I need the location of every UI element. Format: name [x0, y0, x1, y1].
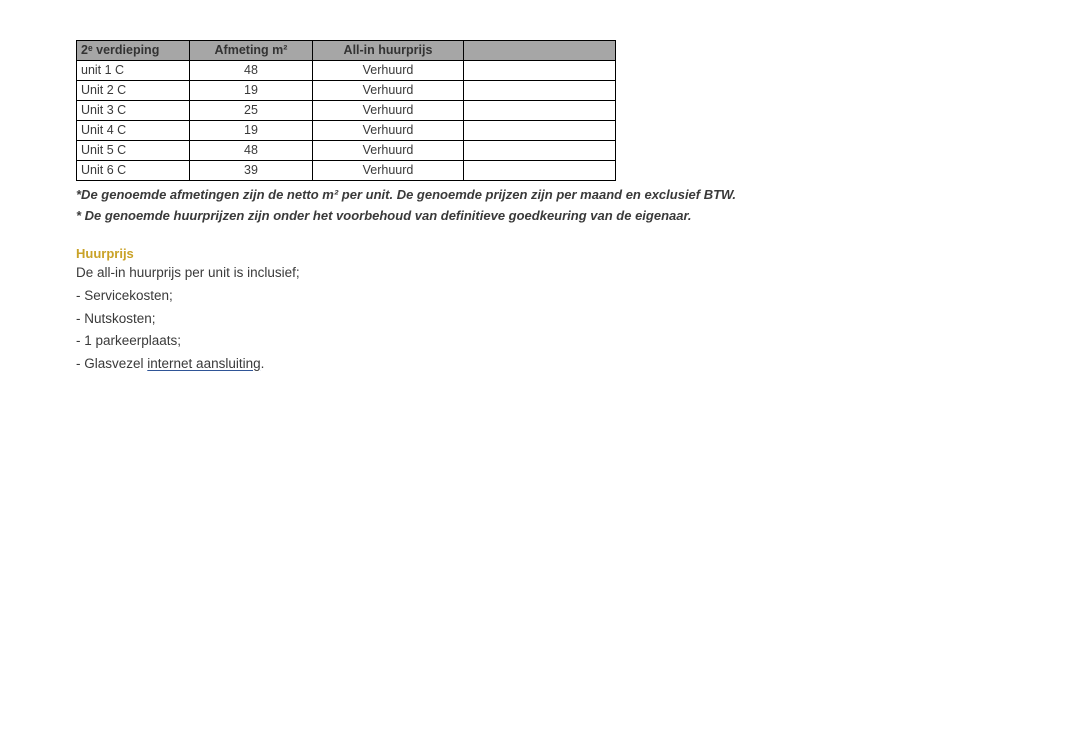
header-empty [464, 41, 616, 61]
cell-size: 19 [190, 81, 313, 101]
inclusions-list [76, 288, 264, 378]
cell-unit: Unit 4 C [77, 121, 190, 141]
cell-price: Verhuurd [313, 121, 464, 141]
section-heading: Huurprijs [76, 246, 134, 261]
section-intro: De all-in huurprijs per unit is inclusief; [76, 265, 300, 280]
cell-price: Verhuurd [313, 61, 464, 81]
cell-extra [464, 121, 616, 141]
cell-unit: Unit 3 C [77, 101, 190, 121]
cell-extra [464, 161, 616, 181]
cell-unit: Unit 5 C [77, 141, 190, 161]
cell-extra [464, 141, 616, 161]
header-price: All-in huurprijs [313, 41, 464, 61]
table-row [77, 161, 616, 181]
cell-price: Verhuurd [313, 81, 464, 101]
fiber-suffix: . [260, 355, 265, 371]
list-item: - Nutskosten; [76, 310, 156, 326]
list-item: - Servicekosten; [76, 288, 173, 303]
cell-unit: Unit 6 C [77, 161, 190, 181]
table-row [77, 81, 616, 101]
cell-extra [464, 61, 616, 81]
cell-size: 25 [190, 101, 313, 121]
cell-size: 39 [190, 161, 313, 181]
cell-unit: unit 1 C [77, 61, 190, 81]
table-row [77, 121, 616, 141]
cell-extra [464, 101, 616, 121]
cell-price: Verhuurd [313, 141, 464, 161]
cell-price: Verhuurd [313, 161, 464, 181]
list-item-fiber [76, 356, 264, 379]
cell-size: 48 [190, 61, 313, 81]
cell-extra [464, 81, 616, 101]
header-floor: 2ᵉ verdieping [77, 41, 190, 61]
cell-size: 19 [190, 121, 313, 141]
footnote-dimensions: *De genoemde afmetingen zijn de netto m² per unit. De genoemde prijzen zijn per maand en exclusief BTW. [76, 187, 736, 202]
table-row [77, 141, 616, 161]
table-row [77, 101, 616, 121]
cell-size: 48 [190, 141, 313, 161]
list-item: - 1 parkeerplaats; [76, 333, 182, 348]
header-size: Afmeting m² [190, 41, 313, 61]
spellcheck-underlined-text[interactable]: internet aansluiting [147, 355, 261, 371]
units-table [76, 40, 616, 181]
footnote-approval: * De genoemde huurprijzen zijn onder het voorbehoud van definitieve goedkeuring van de eigenaar. [76, 208, 692, 223]
table-header-row [77, 41, 616, 61]
cell-price: Verhuurd [313, 101, 464, 121]
fiber-prefix: - Glasvezel [76, 355, 148, 371]
table-row [77, 61, 616, 81]
cell-unit: Unit 2 C [77, 81, 190, 101]
